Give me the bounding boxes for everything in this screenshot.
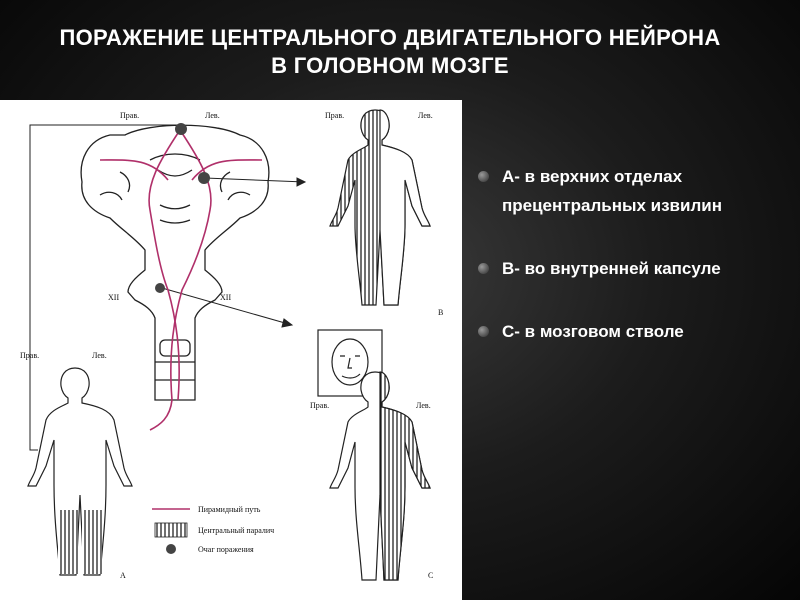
lesion-a — [175, 123, 187, 135]
legend-paralysis: Центральный паралич — [198, 526, 275, 535]
neurology-illustration — [0, 100, 462, 600]
bullet-icon — [478, 171, 489, 182]
illustration-svg — [0, 100, 462, 600]
nerve-right-label: XII — [220, 293, 232, 302]
bullet-item-c — [478, 317, 778, 346]
brain-section — [81, 125, 269, 400]
figb-right-label: Прав. — [325, 111, 345, 120]
figure-letter-c: С — [428, 571, 434, 580]
bullet-text-b: В- во внутренней капсуле — [502, 259, 721, 278]
bullet-item-b — [478, 254, 778, 283]
legend-paralysis-swatch — [155, 523, 187, 537]
lesion-b — [198, 172, 210, 184]
lesion-c — [155, 283, 165, 293]
legend-lesion: Очаг поражения — [198, 545, 254, 554]
slide-title — [0, 24, 780, 80]
figure-letter-a: А — [120, 571, 126, 580]
bullet-text-c: С- в мозговом стволе — [502, 322, 684, 341]
slide-title-line2: В ГОЛОВНОМ МОЗГЕ — [271, 53, 509, 78]
body-figure-c — [330, 372, 430, 580]
bullet-item-a — [478, 162, 778, 220]
legend-pyramidal: Пирамидный путь — [198, 505, 261, 514]
body-figure-a — [28, 368, 132, 575]
figc-right-label: Прав. — [310, 401, 330, 410]
bullet-icon — [478, 263, 489, 274]
nerve-left-label: XII — [108, 293, 120, 302]
figa-right-label: Прав. — [20, 351, 40, 360]
bullet-icon — [478, 326, 489, 337]
figb-left-label: Лев. — [418, 111, 433, 120]
bullet-text-a: А- в верхних отделах прецентральных извилин — [502, 167, 722, 215]
figc-left-label: Лев. — [416, 401, 431, 410]
bullet-list — [478, 162, 778, 380]
brain-right-label: Прав. — [120, 111, 140, 120]
legend — [152, 505, 274, 554]
figure-letter-b: В — [438, 308, 444, 317]
legend-lesion-swatch — [166, 544, 176, 554]
brain-left-label: Лев. — [205, 111, 220, 120]
figa-left-label: Лев. — [92, 351, 107, 360]
body-figure-b — [330, 110, 430, 305]
slide-title-line1: ПОРАЖЕНИЕ ЦЕНТРАЛЬНОГО ДВИГАТЕЛЬНОГО НЕЙРОНА — [59, 25, 721, 50]
